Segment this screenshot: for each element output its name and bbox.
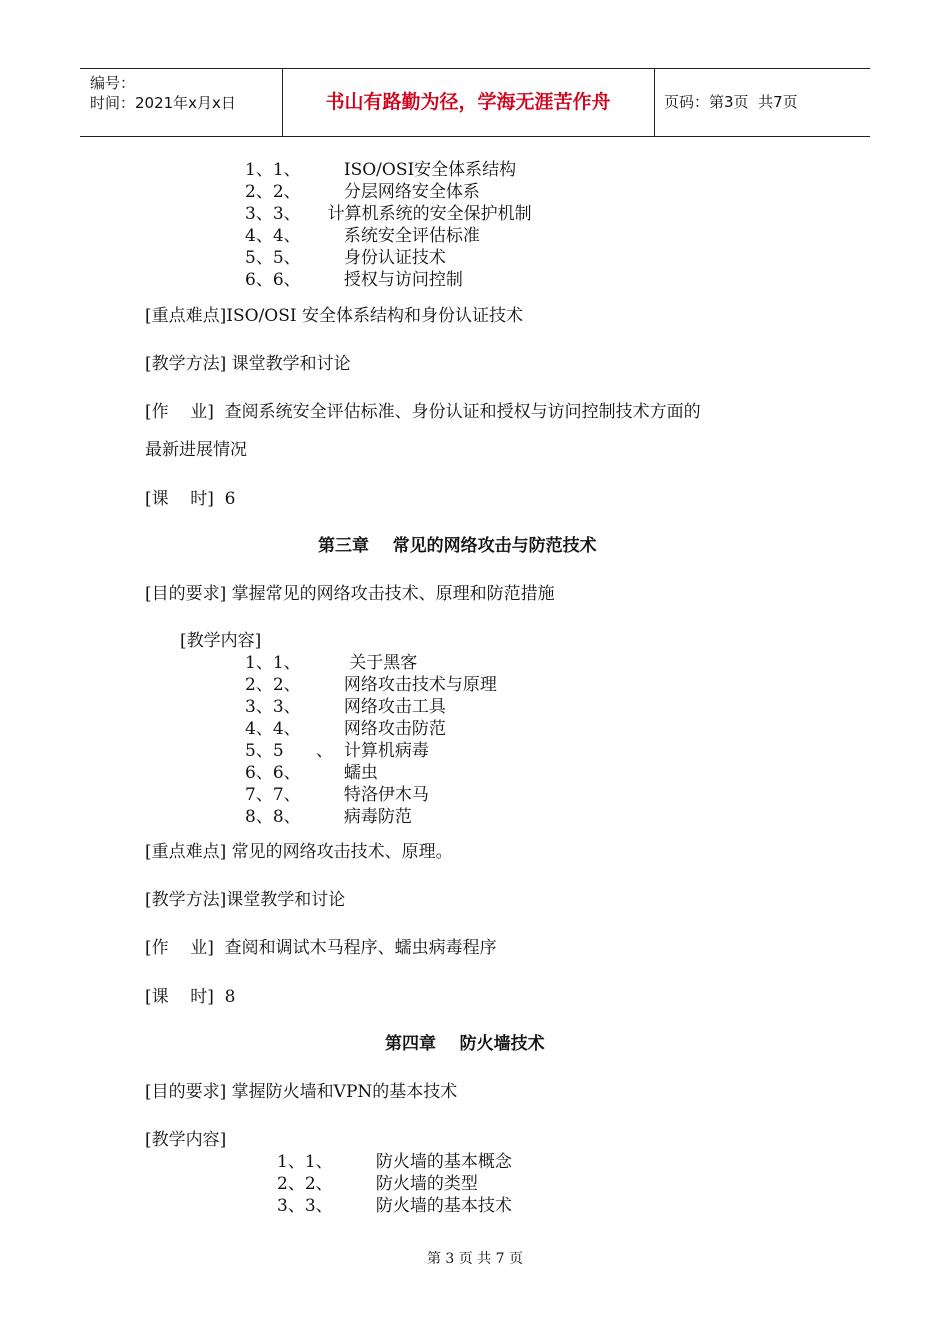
list-item: 3、3、 计算机系统的安全保护机制 [245, 204, 532, 224]
homework-text: [作 业] 查阅和调试木马程序、蠕虫病毒程序 [145, 938, 497, 958]
list-item: 3、3、 网络攻击工具 [245, 697, 446, 717]
list-item: 1、1、 防火墙的基本概念 [277, 1152, 512, 1172]
list-item: 2、2、 分层网络安全体系 [245, 182, 480, 202]
list-item: 5、5 、 计算机病毒 [245, 741, 429, 761]
list-item: 3、3、 防火墙的基本技术 [277, 1196, 512, 1216]
page-header [80, 68, 870, 137]
list-item: 6、6、 授权与访问控制 [245, 270, 463, 290]
header-meta [90, 73, 236, 113]
header-divider [654, 69, 655, 136]
list-item: 6、6、 蠕虫 [245, 763, 378, 783]
header-page-info: 页码：第3页 共7页 [664, 93, 798, 111]
keypoints-text: [重点难点]ISO/OSI 安全体系结构和身份认证技术 [145, 306, 523, 326]
chapter-title: 第三章 常见的网络攻击与防范技术 [318, 536, 597, 556]
goal-text: [目的要求] 掌握防火墙和VPN的基本技术 [145, 1082, 458, 1102]
list-item: 4、4、 系统安全评估标准 [245, 226, 480, 246]
list-item: 5、5、 身份认证技术 [245, 248, 446, 268]
hours-text: [课 时] 8 [145, 987, 236, 1007]
homework-text-cont: 最新进展情况 [145, 440, 247, 460]
method-text: [教学方法] 课堂教学和讨论 [145, 354, 351, 374]
list-item: 7、7、 特洛伊木马 [245, 785, 429, 805]
list-item: 2、2、 网络攻击技术与原理 [245, 675, 497, 695]
content-label: [教学内容] [145, 1130, 227, 1150]
list-item: 4、4、 网络攻击防范 [245, 719, 446, 739]
list-item: 1、1、 ISO/OSI安全体系结构 [245, 160, 517, 180]
list-item: 2、2、 防火墙的类型 [277, 1174, 478, 1194]
page-footer: 第 3 页 共 7 页 [426, 1251, 524, 1267]
keypoints-text: [重点难点] 常见的网络攻击技术、原理。 [145, 842, 453, 862]
homework-text: [作 业] 查阅系统安全评估标准、身份认证和授权与访问控制技术方面的 [145, 402, 701, 422]
header-motto: 书山有路勤为径，学海无涯苦作舟 [325, 91, 611, 113]
date-label: 时间：2021年x月x日 [90, 94, 236, 112]
content-label: [教学内容] [180, 631, 262, 651]
list-item: 1、1、 关于黑客 [245, 653, 418, 673]
hours-text: [课 时] 6 [145, 489, 236, 509]
chapter-title: 第四章 防火墙技术 [385, 1034, 545, 1054]
method-text: [教学方法]课堂教学和讨论 [145, 890, 346, 910]
list-item: 8、8、 病毒防范 [245, 807, 412, 827]
goal-text: [目的要求] 掌握常见的网络攻击技术、原理和防范措施 [145, 584, 555, 604]
number-label: 编号： [90, 74, 136, 92]
